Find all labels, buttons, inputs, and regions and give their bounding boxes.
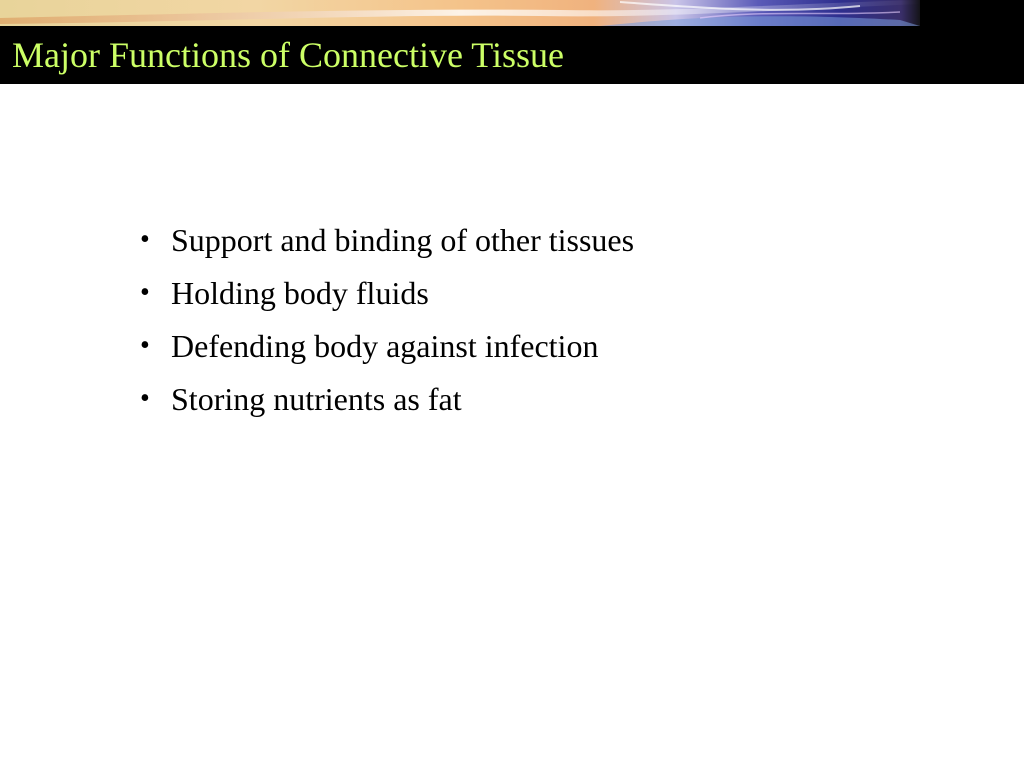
bullet-text: Support and binding of other tissues	[171, 222, 635, 258]
bullet-dot-icon: •	[140, 330, 150, 361]
bullet-dot-icon: •	[140, 277, 150, 308]
slide-title: Major Functions of Connective Tissue	[12, 35, 565, 75]
bullet-item	[140, 218, 634, 262]
bullet-dot-icon: •	[140, 224, 150, 255]
bullet-item	[140, 377, 634, 421]
title-bar	[0, 26, 1024, 84]
bullet-list	[140, 218, 634, 430]
bullet-item	[140, 271, 634, 315]
bullet-text: Defending body against infection	[171, 328, 599, 364]
bullet-item	[140, 324, 634, 368]
bullet-text: Holding body fluids	[171, 275, 429, 311]
micrograph-banner-image	[0, 0, 1024, 26]
bullet-text: Storing nutrients as fat	[171, 381, 462, 417]
bullet-dot-icon: •	[140, 383, 150, 414]
